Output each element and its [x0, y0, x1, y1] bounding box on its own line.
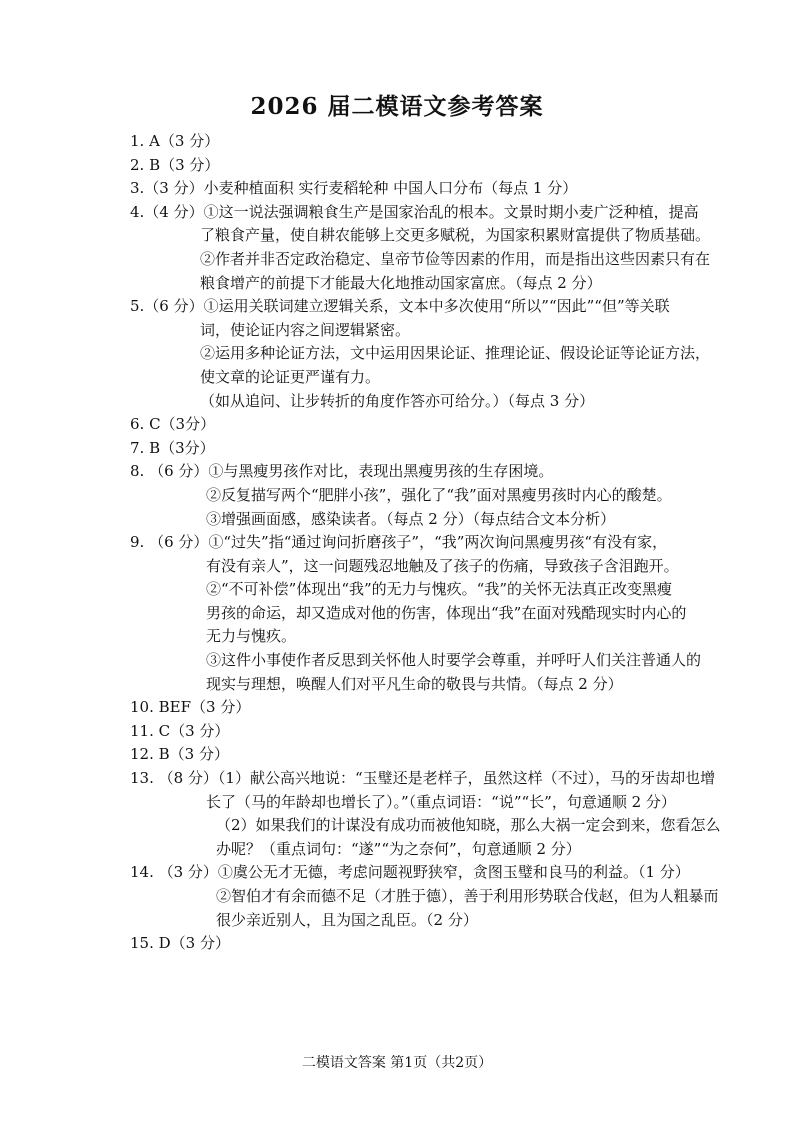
answer-line: （2）如果我们的计谋没有成功而被他知晓，那么大祸一定会到来，您看怎么 — [216, 816, 721, 835]
answer-line: 14. （3 分）①虞公无才无德，考虑问题视野狭窄，贪图玉璧和良马的利益。（1 分） — [130, 863, 690, 882]
answer-line: 7. B（3分） — [130, 438, 215, 457]
answer-line: 无力与愧疚。 — [206, 627, 297, 646]
answer-line: ②作者并非否定政治稳定、皇帝节俭等因素的作用，而是指出这些因素只有在 — [200, 249, 711, 268]
answer-line: 粮食增产的前提下才能最大化地推动国家富庶。（每点 2 分） — [200, 273, 602, 292]
answer-line: 男孩的命运，却又造成对他的伤害，体现出“我”在面对残酷现实时内心的 — [206, 603, 687, 622]
answer-line: 3.（3 分）小麦种植面积 实行麦稻轮种 中国人口分布（每点 1 分） — [130, 179, 578, 198]
answer-line: ②反复描写两个“肥胖小孩”，强化了“我”面对黑瘦男孩时内心的酸楚。 — [206, 485, 672, 504]
page-footer: 二模语文答案 第1页（共2页） — [301, 1055, 493, 1071]
answer-line: 有没有亲人”，这一问题残忍地触及了孩子的伤痛，导致孩子含泪跑开。 — [206, 556, 679, 575]
answer-line: 办呢？（重点词句：“遂”“为之奈何”，句意通顺 2 分） — [216, 839, 581, 858]
answer-line: 4.（4 分）①这一说法强调粮食生产是国家治乱的根本。文景时期小麦广泛种植，提高 — [130, 202, 699, 221]
answer-line: 6. C（3分） — [130, 415, 216, 434]
answer-line: 10. BEF（3 分） — [130, 698, 251, 717]
answer-line: 现实与理想，唤醒人们对平凡生命的敬畏与共情。（每点 2 分） — [206, 674, 623, 693]
answer-list — [130, 130, 770, 956]
answer-line: 5.（6 分）①运用关联词建立逻辑关系，文本中多次使用“所以”“因此”“但”等关联 — [130, 297, 670, 316]
answer-line: 13. （8 分）（1）献公高兴地说：“玉璧还是老样子，虽然这样（不过），马的牙齿却也增 — [130, 769, 716, 788]
answer-line: ②运用多种论证方法，文中运用因果论证、推理论证、假设论证等论证方法， — [200, 344, 711, 363]
answer-line: 了粮食产量，使自耕农能够上交更多赋税，为国家积累财富提供了物质基础。 — [200, 226, 711, 245]
answer-line: 1. A（3 分） — [130, 132, 220, 150]
answer-line: ②“不可补偿”体现出“我”的无力与愧疚。“我”的关怀无法真正改变黑瘦 — [206, 580, 673, 599]
answer-line: 长了（马的年龄却也增长了）。”（重点词语：“说”“长”，句意通顺 2 分） — [206, 792, 676, 811]
answer-line: 使文章的论证更严谨有力。 — [200, 367, 381, 386]
answer-line: （如从追问、让步转折的角度作答亦可给分。）（每点 3 分） — [200, 391, 595, 410]
answer-line: ③增强画面感，感染读者。（每点 2 分）（每点结合文本分析） — [206, 509, 616, 528]
answer-line: 8. （6 分）①与黑瘦男孩作对比，表现出黑瘦男孩的生存困境。 — [130, 462, 554, 481]
page-title: 2026 届二模语文参考答案 — [250, 93, 544, 120]
answer-line: 12. B（3 分） — [130, 745, 229, 764]
answer-line: 很少亲近别人，且为国之乱臣。（2 分） — [216, 910, 478, 929]
answer-line: 15. D（3 分） — [130, 934, 230, 953]
answer-line: 9. （6 分）①“过失”指“通过询问折磨孩子”，“我”两次询问黑瘦男孩“有没有家， — [130, 533, 668, 552]
answer-line: ②智伯才有余而德不足（才胜于德），善于利用形势联合伐赵，但为人粗暴而 — [216, 887, 719, 905]
answer-line: 11. C（3 分） — [130, 721, 230, 740]
answer-line: 2. B（3 分） — [130, 155, 220, 174]
answer-line: ③这件小事使作者反思到关怀他人时要学会尊重，并呼吁人们关注普通人的 — [206, 651, 702, 670]
answer-line: 词，使论证内容之间逻辑紧密。 — [200, 320, 411, 339]
